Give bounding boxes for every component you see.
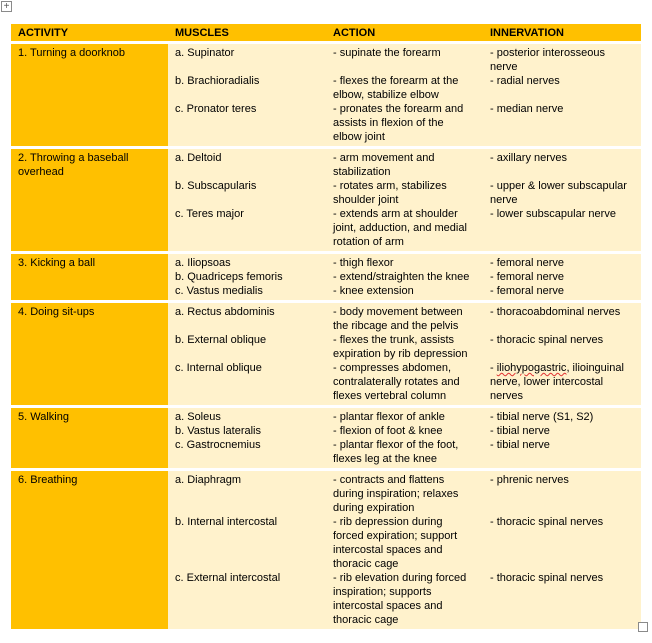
innervation-line: - thoracoabdominal nerves: [490, 306, 621, 318]
action-line: - pronates the forearm and: [333, 103, 464, 115]
table-row: [11, 254, 641, 303]
action-line: elbow, stabilize elbow: [333, 89, 439, 101]
action-line: - extend/straighten the knee: [333, 271, 470, 283]
line-spacer: [175, 319, 321, 333]
innervation-cell: [483, 149, 641, 254]
action-line: contralaterally rotates and: [333, 376, 460, 388]
muscles-line: a. Rectus abdominis: [175, 306, 275, 318]
header-muscles: MUSCLES: [168, 24, 326, 44]
action-line: inspiration; supports: [333, 586, 432, 598]
line-spacer: [175, 487, 321, 501]
action-line: thoracic cage: [333, 614, 399, 626]
action-line: during inspiration; relaxes: [333, 488, 459, 500]
innervation-line: - femoral nerve: [490, 271, 564, 283]
line-spacer: [175, 529, 321, 543]
action-line: - thigh flexor: [333, 257, 394, 269]
action-line: shoulder joint: [333, 194, 399, 206]
table-move-handle-icon[interactable]: +: [1, 1, 12, 12]
muscles-cell: [168, 303, 326, 408]
line-spacer: [175, 501, 321, 515]
action-line: joint, adduction, and medial: [333, 222, 467, 234]
table-row: [11, 303, 641, 408]
innervation-line: - axillary nerves: [490, 152, 568, 164]
line-spacer: [490, 487, 636, 501]
action-line: the ribcage and the pelvis: [333, 320, 459, 332]
line-spacer: [333, 60, 478, 74]
action-line: - plantar flexor of ankle: [333, 411, 445, 423]
innervation-line: - median nerve: [490, 103, 564, 115]
activity-cell: 4. Doing sit-ups: [11, 303, 168, 408]
action-line: - arm movement and: [333, 152, 435, 164]
action-line: - knee extension: [333, 285, 414, 297]
action-line: - extends arm at shoulder: [333, 208, 458, 220]
action-line: intercostal spaces and: [333, 600, 443, 612]
line-spacer: [175, 193, 321, 207]
header-activity: ACTIVITY: [11, 24, 168, 44]
muscles-line: a. Supinator: [175, 47, 235, 59]
line-spacer: [490, 557, 636, 571]
action-line: - rib depression during: [333, 516, 443, 528]
innervation-line: nerve, lower intercostal: [490, 376, 604, 388]
muscles-line: a. Iliopsoas: [175, 257, 231, 269]
action-cell: [326, 149, 483, 254]
innervation-cell: [483, 303, 641, 408]
action-line: - compresses abdomen,: [333, 362, 451, 374]
action-cell: [326, 44, 483, 149]
innervation-line: - radial nerves: [490, 75, 560, 87]
activity-cell: 3. Kicking a ball: [11, 254, 168, 303]
innervation-line: - tibial nerve (S1, S2): [490, 411, 594, 423]
line-spacer: [490, 347, 636, 361]
header-action: ACTION: [326, 24, 483, 44]
innervation-cell: [483, 254, 641, 303]
line-spacer: [490, 543, 636, 557]
action-cell: [326, 303, 483, 408]
line-spacer: [490, 165, 636, 179]
action-line: forced expiration; support: [333, 530, 458, 542]
action-cell: [326, 408, 483, 471]
action-line: - rotates arm, stabilizes: [333, 180, 447, 192]
muscles-line: c. Teres major: [175, 208, 244, 220]
action-line: flexes vertebral column: [333, 390, 447, 402]
line-spacer: [490, 501, 636, 515]
line-spacer: [175, 165, 321, 179]
table-row: [11, 408, 641, 471]
action-line: - contracts and flattens: [333, 474, 445, 486]
line-spacer: [175, 347, 321, 361]
muscles-line: a. Soleus: [175, 411, 221, 423]
spellcheck-flag: iliohypogastric: [496, 362, 567, 374]
line-spacer: [175, 60, 321, 74]
muscles-line: a. Deltoid: [175, 152, 222, 164]
action-line: stabilization: [333, 166, 391, 178]
innervation-line: - femoral nerve: [490, 257, 564, 269]
innervation-line: - thoracic spinal nerves: [490, 516, 604, 528]
header-innervation: INNERVATION: [483, 24, 641, 44]
innervation-cell: [483, 408, 641, 471]
muscles-line: b. Internal intercostal: [175, 516, 278, 528]
muscles-line: c. External intercostal: [175, 572, 281, 584]
muscles-line: c. Internal oblique: [175, 362, 262, 374]
action-line: assists in flexion of the: [333, 117, 444, 129]
innervation-line: - tibial nerve: [490, 439, 550, 451]
muscles-line: b. Subscapularis: [175, 180, 257, 192]
innervation-line: - upper & lower subscapular: [490, 180, 627, 192]
muscles-line: b. Quadriceps femoris: [175, 271, 283, 283]
innervation-line: - thoracic spinal nerves: [490, 572, 604, 584]
action-line: - supinate the forearm: [333, 47, 441, 59]
line-spacer: [490, 319, 636, 333]
innervation-cell: [483, 44, 641, 149]
action-line: rotation of arm: [333, 236, 404, 248]
muscles-cell: [168, 408, 326, 471]
muscles-cell: [168, 44, 326, 149]
muscles-line: b. External oblique: [175, 334, 267, 346]
line-spacer: [175, 557, 321, 571]
activity-cell: 6. Breathing: [11, 471, 168, 632]
innervation-line: - tibial nerve: [490, 425, 550, 437]
line-spacer: [490, 529, 636, 543]
line-spacer: [175, 88, 321, 102]
activity-cell: 2. Throwing a baseball overhead: [11, 149, 168, 254]
activity-cell: 5. Walking: [11, 408, 168, 471]
muscles-line: c. Gastrocnemius: [175, 439, 261, 451]
muscles-line: c. Vastus medialis: [175, 285, 263, 297]
action-cell: [326, 471, 483, 632]
action-line: thoracic cage: [333, 558, 399, 570]
innervation-line: nerve: [490, 61, 518, 73]
muscles-cell: [168, 471, 326, 632]
action-line: - plantar flexor of the foot,: [333, 439, 459, 451]
table-resize-handle[interactable]: [638, 622, 648, 632]
table-row: [11, 44, 641, 149]
action-line: - flexes the forearm at the: [333, 75, 459, 87]
innervation-line: - phrenic nerves: [490, 474, 569, 486]
muscles-cell: [168, 149, 326, 254]
muscles-line: a. Diaphragm: [175, 474, 242, 486]
action-line: flexes leg at the knee: [333, 453, 437, 465]
header-row: [11, 24, 641, 44]
line-spacer: [490, 88, 636, 102]
muscles-cell: [168, 254, 326, 303]
innervation-line: - iliohypogastric, ilioinguinal: [490, 362, 624, 374]
action-line: - flexion of foot & knee: [333, 425, 443, 437]
table-row: [11, 471, 641, 632]
action-line: intercostal spaces and: [333, 544, 443, 556]
innervation-line: - thoracic spinal nerves: [490, 334, 604, 346]
muscles-line: c. Pronator teres: [175, 103, 257, 115]
table-row: [11, 149, 641, 254]
action-cell: [326, 254, 483, 303]
innervation-line: - posterior interosseous: [490, 47, 605, 59]
innervation-cell: [483, 471, 641, 632]
muscles-line: b. Brachioradialis: [175, 75, 260, 87]
action-line: during expiration: [333, 502, 415, 514]
action-line: - flexes the trunk, assists: [333, 334, 455, 346]
muscles-line: b. Vastus lateralis: [175, 425, 262, 437]
action-line: - rib elevation during forced: [333, 572, 467, 584]
action-line: - body movement between: [333, 306, 463, 318]
action-line: expiration by rib depression: [333, 348, 468, 360]
action-line: elbow joint: [333, 131, 385, 143]
innervation-line: nerve: [490, 194, 518, 206]
innervation-line: nerves: [490, 390, 524, 402]
innervation-line: - lower subscapular nerve: [490, 208, 616, 220]
activity-cell: 1. Turning a doorknob: [11, 44, 168, 149]
innervation-line: - femoral nerve: [490, 285, 564, 297]
muscle-activity-table: [11, 24, 641, 632]
line-spacer: [175, 543, 321, 557]
